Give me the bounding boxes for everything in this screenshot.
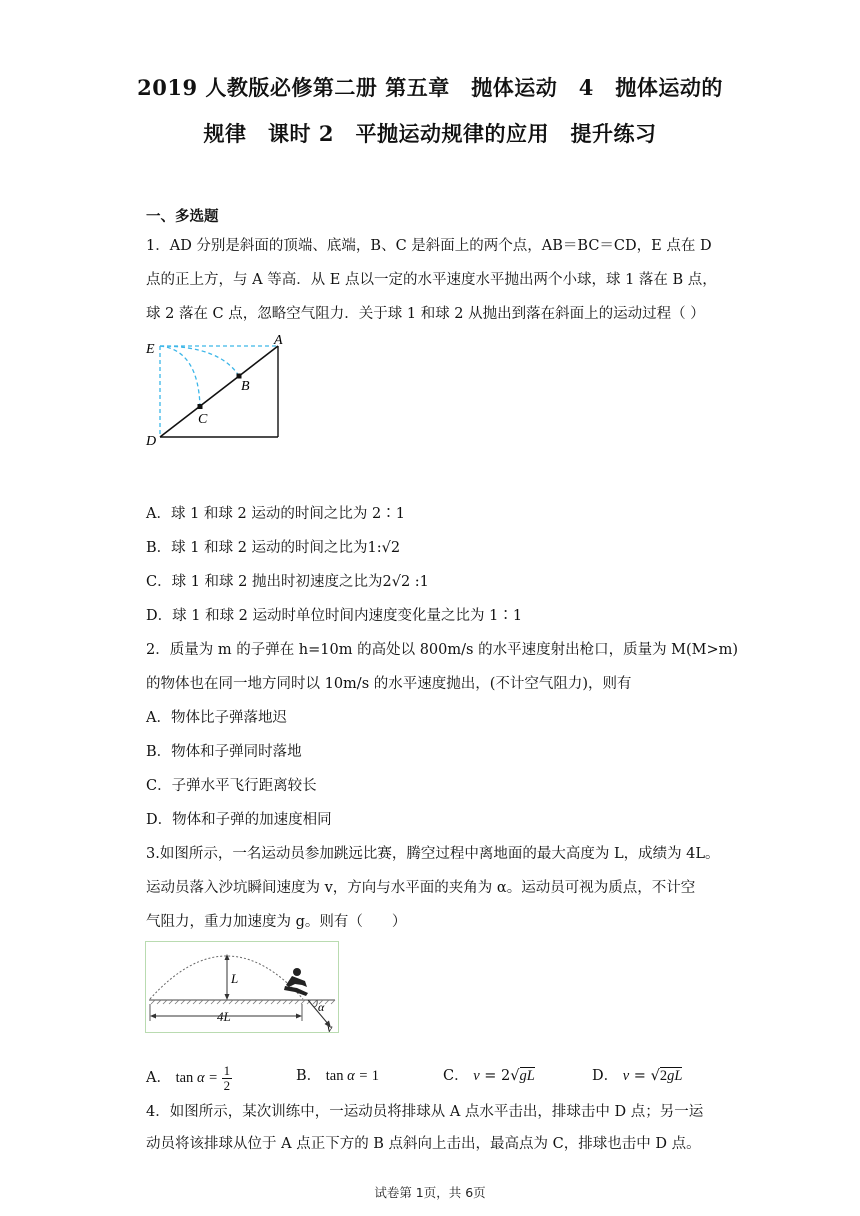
q2-option-d: D．物体和子弹的加速度相同	[146, 812, 332, 828]
section-heading: 一、多选题	[146, 208, 219, 225]
q2-option-b: B．物体和子弹同时落地	[146, 744, 302, 760]
q2-stem-line2: 的物体也在同一地方同时以 10m/s 的水平速度抛出，(不计空气阻力)，则有	[146, 676, 632, 692]
q1-slope-figure	[140, 332, 300, 452]
q3-option-d: D． v = √2gL	[592, 1068, 683, 1084]
q2-option-c: C．子弹水平飞行距离较长	[146, 778, 317, 794]
q1-label-e: E	[146, 342, 155, 357]
q1-option-b: B．球 1 和球 2 运动的时间之比为1:√2	[146, 540, 401, 556]
q3-label-height: L	[231, 971, 239, 986]
q2-stem-line1: 2．质量为 m 的子弹在 h=10m 的高处以 800m/s 的水平速度射出枪口，质量为 M(M>m)	[146, 642, 739, 658]
q3-stem-line3: 气阻力，重力加速度为 g。则有（ ）	[146, 914, 407, 930]
q3-option-a-math: tan α = $\frac{1}{2}$	[175, 1063, 231, 1093]
q1-label-a: A	[274, 333, 283, 348]
q3-option-a-letter: A．	[146, 1069, 171, 1086]
q1-stem-line3: 球 2 落在 C 点，忽略空气阻力．关于球 1 和球 2 从抛出到落在斜面上的运动过程（ ）	[146, 306, 705, 322]
page-title-line2: 规律 课时 2 平抛运动规律的应用 提升练习	[203, 121, 657, 146]
q1-option-a: A．球 1 和球 2 运动的时间之比为 2∶1	[146, 506, 405, 522]
q3-stem-line2: 运动员落入沙坑瞬间速度为 v，方向与水平面的夹角为 α。运动员可视为质点，不计空	[146, 880, 696, 896]
page-footer: 试卷第 1页，共 6页	[374, 1185, 486, 1200]
q3-option-b: B． tan α = 1	[296, 1068, 380, 1084]
q1-stem-line2: 点的正上方，与 A 等高．从 E 点以一定的水平速度水平抛出两个小球，球 1 落在 B 点，	[146, 272, 717, 288]
q3-option-c: C． v = 2√gL	[443, 1068, 535, 1084]
q1-label-d: D	[146, 434, 157, 449]
q1-option-c: C．球 1 和球 2 抛出时初速度之比为2√2 :1	[146, 574, 429, 590]
q3-label-velocity: v	[327, 1021, 333, 1033]
q1-label-b: B	[241, 379, 250, 394]
q3-label-angle: α	[318, 1000, 325, 1014]
q1-stem-line1: 1．AD 分别是斜面的顶端、底端，B、C 是斜面上的两个点，AB＝BC＝CD，E 点在 D	[146, 238, 712, 254]
q3-option-a	[146, 1064, 232, 1093]
page-title-line1: 2019 人教版必修第二册 第五章 抛体运动 4 抛体运动的	[137, 75, 723, 100]
q4-stem-line1: 4．如图所示，某次训练中，一运动员将排球从 A 点水平击出，排球击中 D 点；另一运	[146, 1104, 704, 1120]
q4-stem-line2: 动员将该排球从位于 A 点正下方的 B 点斜向上击出，最高点为 C，排球也击中 D 点。	[146, 1136, 701, 1152]
q1-label-c: C	[198, 412, 208, 427]
q3-long-jump-figure	[145, 941, 339, 1033]
q3-stem-line1: 3.如图所示，一名运动员参加跳远比赛，腾空过程中离地面的最大高度为 L，成绩为 4L。	[146, 846, 720, 862]
q3-options-row	[146, 1056, 726, 1096]
q1-option-d: D．球 1 和球 2 运动时单位时间内速度变化量之比为 1∶1	[146, 608, 523, 624]
q3-label-distance: 4L	[217, 1009, 231, 1024]
q2-option-a: A．物体比子弹落地迟	[146, 710, 287, 726]
